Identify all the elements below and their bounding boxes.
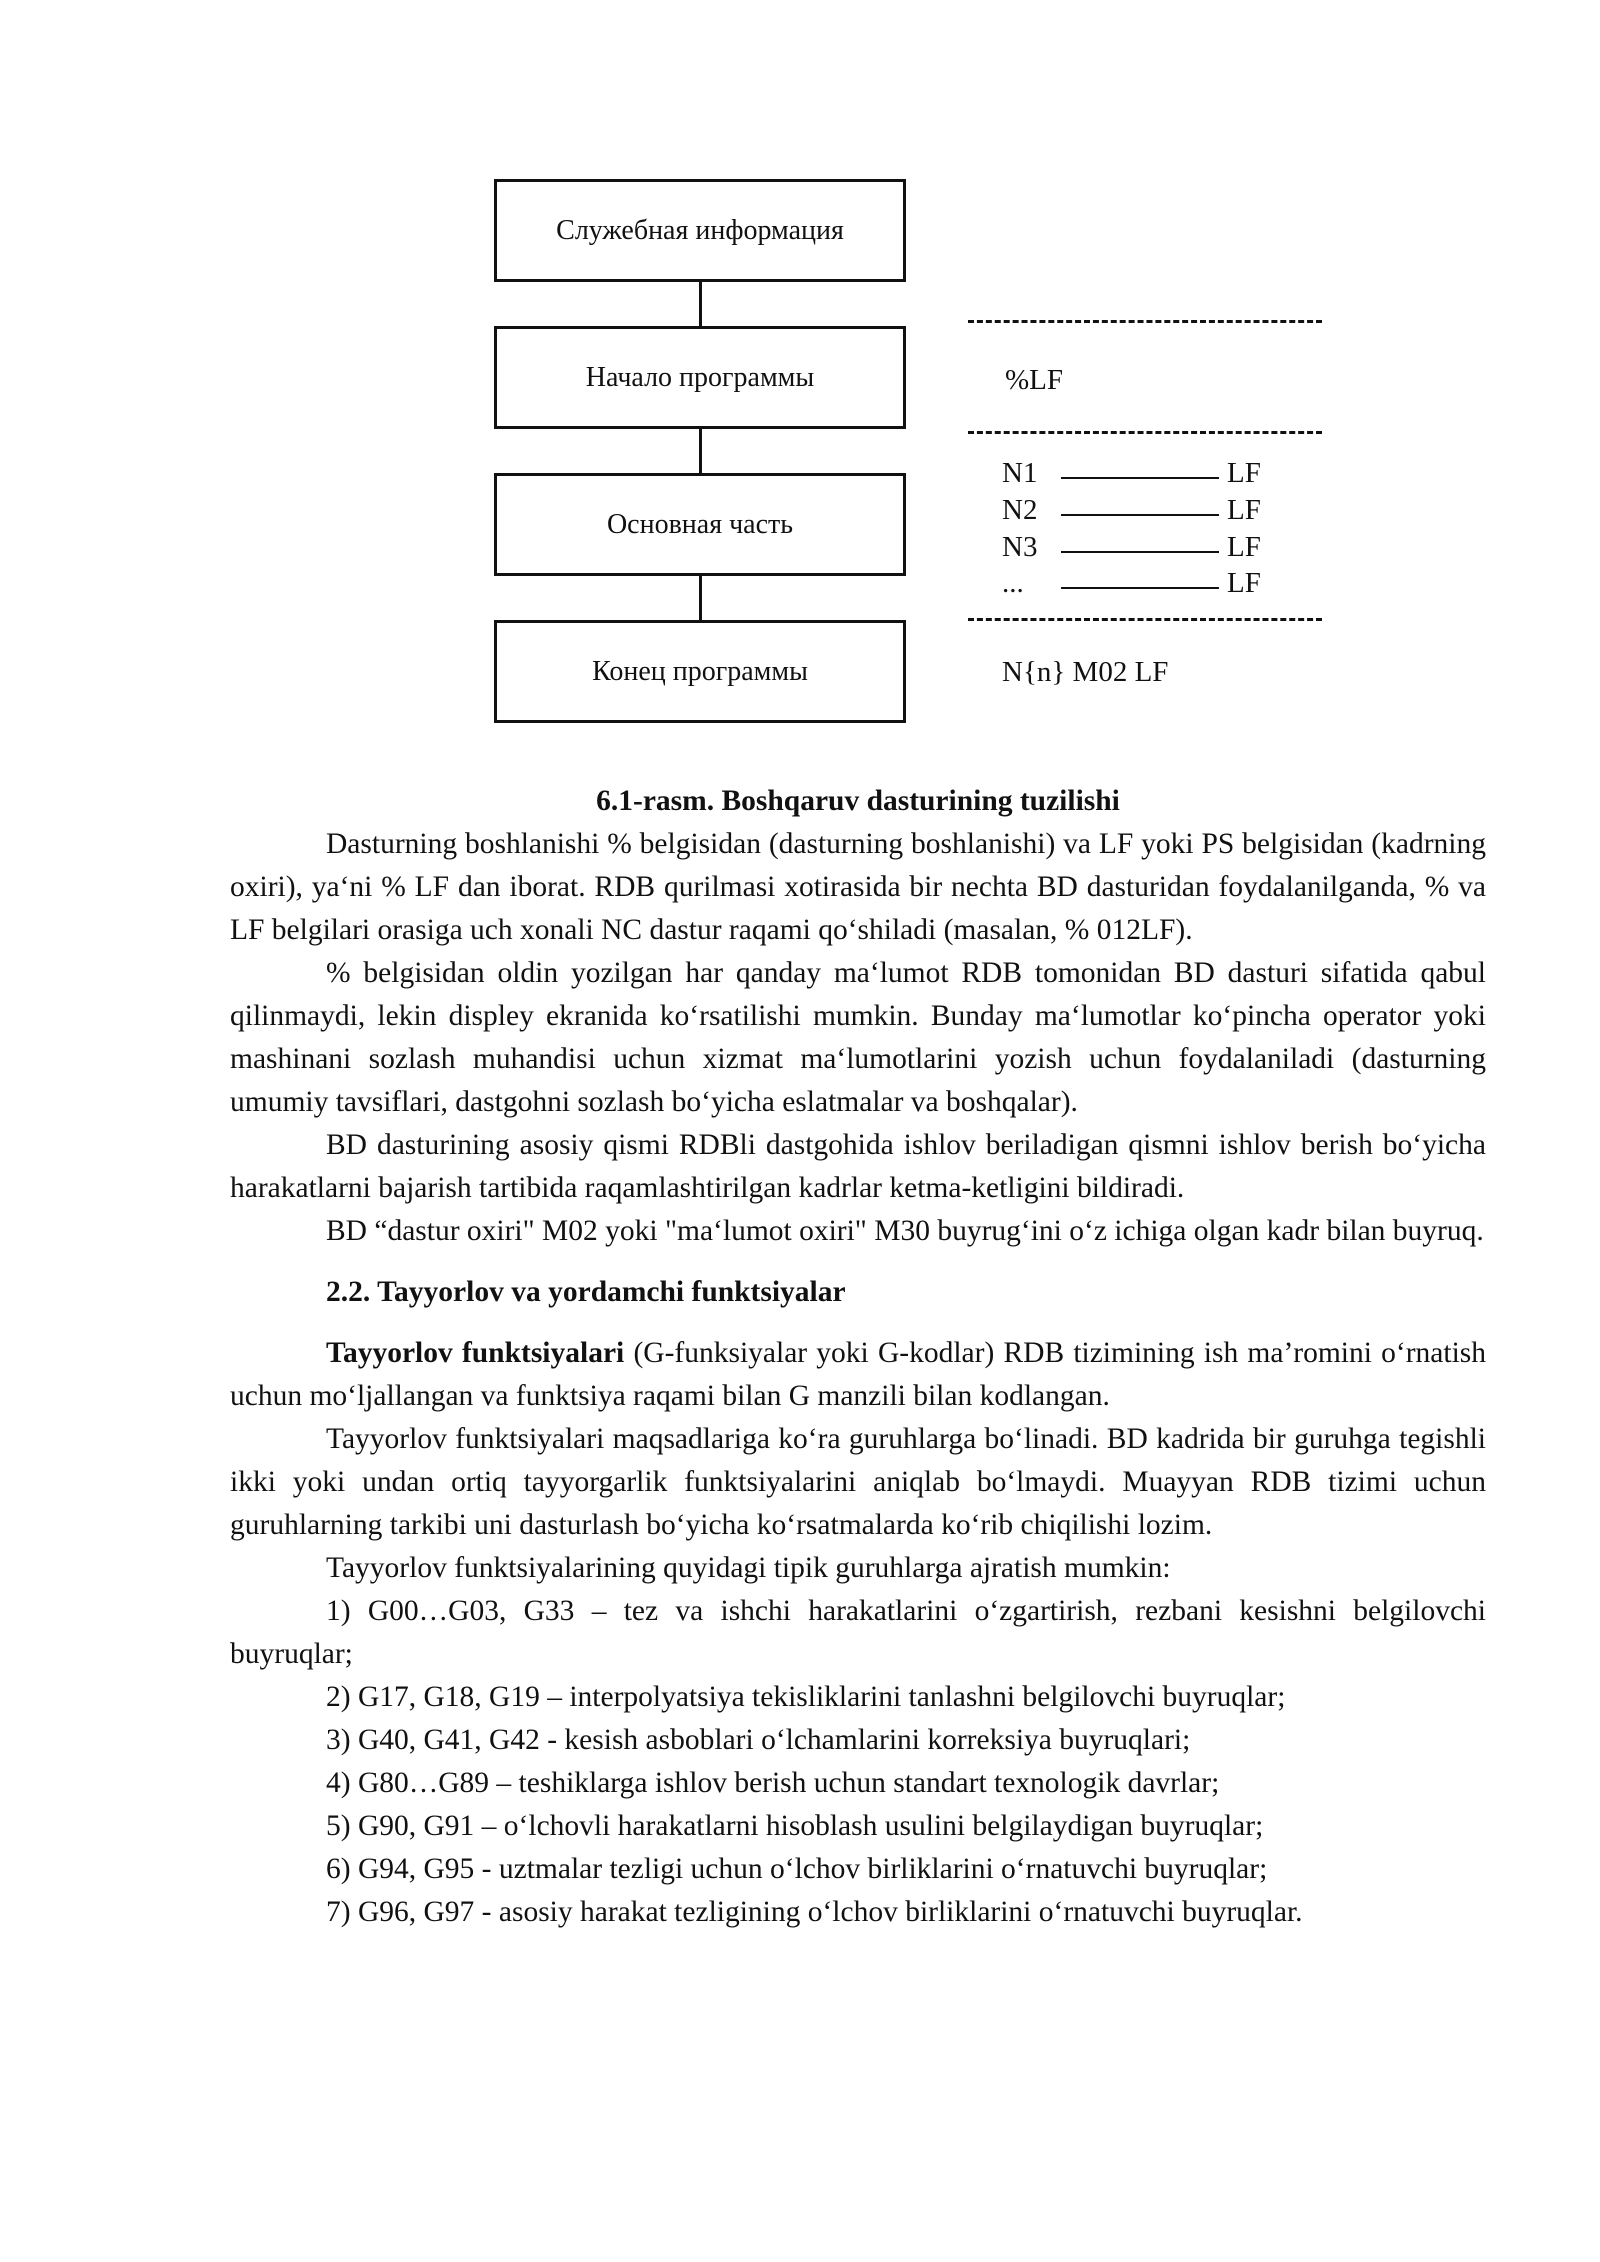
paragraph [230, 1332, 1486, 1418]
row-line [1061, 587, 1219, 589]
figure-caption: 6.1-rasm. Boshqaruv dasturining tuzilishi [596, 785, 1120, 817]
row-label: ... [1002, 567, 1024, 599]
list-item: 4) G80…G89 – teshiklarga ishlov berish uchun standart texnologik davrlar; [326, 1767, 1220, 1799]
row-end: LF [1227, 457, 1261, 489]
list-item: 7) G96, G97 - asosiy harakat tezligining oʻlchov birliklarini oʻrnatuvchi buyruqlar. [326, 1896, 1303, 1928]
row-line [1061, 514, 1219, 516]
dashed-separator [968, 320, 1322, 323]
list-item: 3) G40, G41, G42 - kesish asboblari oʻlchamlarini korreksiya buyruqlari; [326, 1724, 1191, 1756]
paragraph: % belgisidan oldin yozilgan har qanday maʻlumot RDB tomonidan BD dasturi sifatida qabul qilinmaydi, lekin displey ekranida koʻrsatilishi mumkin. Bunday maʻlumotlar koʻpincha operator yoki mashinani sozlash muhandisi uchun xizmat maʻlumotlarini yozish uchun foydalaniladi (dasturning umumiy tavsiflari, dastgohni sozlash boʻyicha eslatmalar va boshqalar). [230, 957, 1486, 1118]
paragraph-text: (G-funksiyalar yoki G-kodlar) RDB tizimining ish ma’romini oʻrnatish uchun moʻljallangan va funktsiya raqami bilan G manzili bilan kodlangan. [230, 1337, 1486, 1412]
row-label: N2 [1002, 494, 1038, 526]
row-end: LF [1227, 531, 1261, 563]
row-label: N1 [1002, 457, 1038, 489]
paragraph: Dasturning boshlanishi % belgisidan (dasturning boshlanishi) va LF yoki PS belgisidan (kadrning oxiri), yaʻni % LF dan iborat. RDB qurilmasi xotirasida bir nechta BD dasturidan foydalanilganda, % va LF belgilari orasiga uch xonali NC dastur raqami qoʻshiladi (masalan, % 012LF). [230, 828, 1486, 946]
end-code-label: N{n} M02 LF [1002, 656, 1169, 688]
dashed-separator [968, 618, 1322, 621]
connector-line [699, 282, 702, 328]
paragraph: BD dasturining asosiy qismi RDBli dastgohida ishlov beriladigan qismni ishlov berish boʻyicha harakatlarni bajarish tartibida raqamlashtirilgan kadrlar ketma-ketligini bildiradi. [230, 1129, 1486, 1204]
connector-line [699, 429, 702, 475]
box-service-info: Служебная информация [494, 179, 906, 282]
list-item: 5) G90, G91 – oʻlchovli harakatlarni hisoblash usulini belgilaydigan buyruqlar; [326, 1810, 1264, 1842]
section-heading: 2.2. Tayyorlov va yordamchi funktsiyalar [326, 1276, 846, 1308]
list-item: 6) G94, G95 - uztmalar tezligi uchun oʻlchov birliklarini oʻrnatuvchi buyruqlar; [326, 1853, 1268, 1885]
document-body [230, 780, 1486, 1934]
row-line [1061, 477, 1219, 479]
box-program-end: Конец программы [494, 620, 906, 723]
row-line [1061, 551, 1219, 553]
list-item: 2) G17, G18, G19 – interpolyatsiya tekisliklarini tanlashni belgilovchi buyruqlar; [326, 1681, 1286, 1713]
box-main-part: Основная часть [494, 473, 906, 576]
paragraph: Tayyorlov funktsiyalari maqsadlariga koʻra guruhlarga boʻlinadi. BD kadrida bir guruhga tegishli ikki yoki undan ortiq tayyorgarlik funktsiyalarini aniqlab boʻlmaydi. Muayyan RDB tizimi uchun guruhlarning tarkibi uni dasturlash boʻyicha koʻrsatmalarda koʻrib chiqilishi lozim. [230, 1423, 1486, 1541]
row-label: N3 [1002, 531, 1038, 563]
dashed-separator [968, 431, 1322, 434]
row-end: LF [1227, 567, 1261, 599]
box-program-start: Начало программы [494, 326, 906, 429]
paragraph: Tayyorlov funktsiyalarining quyidagi tipik guruhlarga ajratish mumkin: [326, 1552, 1171, 1584]
program-structure-diagram [0, 0, 1600, 760]
paragraph: BD “dastur oxiri" M02 yoki "maʻlumot oxiri" M30 buyrugʻini oʻz ichiga olgan kadr bilan buyruq. [326, 1215, 1484, 1247]
bold-term: Tayyorlov funktsiyalari [326, 1337, 625, 1369]
start-code-label: %LF [1005, 364, 1063, 396]
row-end: LF [1227, 494, 1261, 526]
connector-line [699, 576, 702, 622]
list-item: 1) G00…G03, G33 – tez va ishchi harakatlarini oʻzgartirish, rezbani kesishni belgilovchi buyruqlar; [230, 1595, 1486, 1670]
